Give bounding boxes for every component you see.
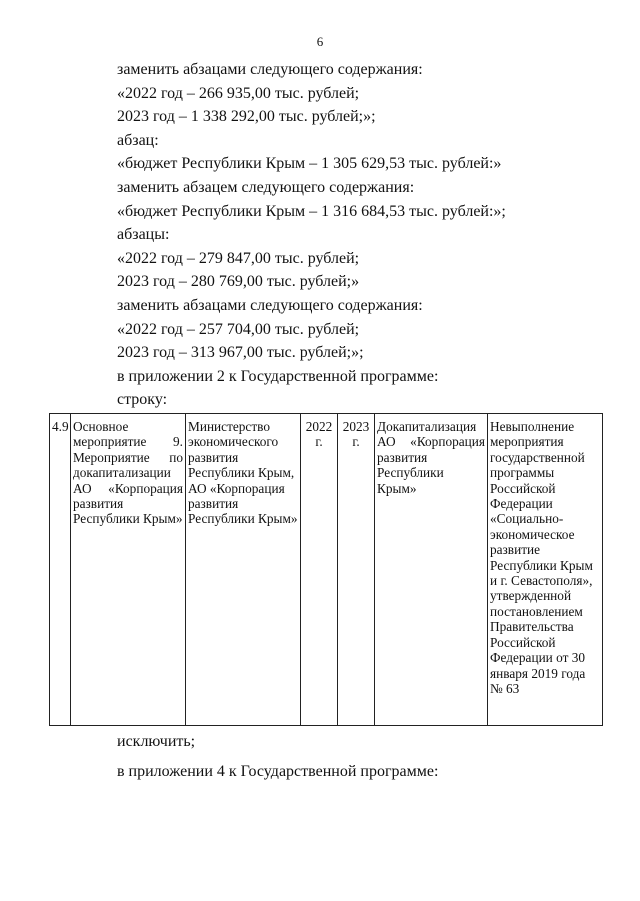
paragraph: абзац: <box>117 131 159 149</box>
paragraph: «2022 год – 257 704,00 тыс. рублей; <box>117 320 360 338</box>
paragraph: заменить абзацами следующего содержания: <box>117 296 423 314</box>
cell-consequences: Невыполнение мероприятия государственной программы Российской Федерации «Социально-экономическое развитие Республики Крым и г. Севастополя», утвержденной постановлением Правительства Российской Федерации от 30 января 2019 года № 63 <box>488 414 603 726</box>
paragraph: 2023 год – 280 769,00 тыс. рублей;» <box>117 273 360 291</box>
cell-start-year: 2022 г. <box>301 414 338 726</box>
paragraph: в приложении 4 к Государственной программе: <box>117 762 439 780</box>
paragraph: строку: <box>117 391 168 409</box>
cell-end-year: 2023 г. <box>338 414 375 726</box>
paragraph: 2023 год – 1 338 292,00 тыс. рублей;»; <box>117 108 376 126</box>
paragraph: 2023 год – 313 967,00 тыс. рублей;»; <box>117 344 364 362</box>
paragraph: заменить абзацем следующего содержания: <box>117 178 415 196</box>
paragraph: «бюджет Республики Крым – 1 305 629,53 тыс. рублей:» <box>117 155 502 173</box>
program-table <box>49 413 602 726</box>
paragraph: «2022 год – 266 935,00 тыс. рублей; <box>117 84 360 102</box>
paragraph: «бюджет Республики Крым – 1 316 684,53 тыс. рублей:»; <box>117 202 506 220</box>
cell-event: Основное мероприятие 9. Мероприятие по докапитализации АО «Корпорация развития Республики Крым» <box>71 414 186 726</box>
paragraph: «2022 год – 279 847,00 тыс. рублей; <box>117 249 360 267</box>
after-text <box>117 730 597 783</box>
page-number: 6 <box>316 34 324 49</box>
cell-result: Докапитализация АО «Корпорация развития Республики Крым» <box>375 414 488 726</box>
table <box>49 413 603 726</box>
cell-executors: Министерство экономического развития Республики Крым, АО «Корпорация развития Республики Крым» <box>186 414 301 726</box>
paragraph: абзацы: <box>117 226 170 244</box>
body-text <box>117 58 597 412</box>
table-row <box>50 414 603 726</box>
paragraph: исключить; <box>117 733 196 750</box>
paragraph: заменить абзацами следующего содержания: <box>117 61 423 78</box>
paragraph: в приложении 2 к Государственной программе: <box>117 367 439 385</box>
cell-number: 4.9 <box>50 414 71 726</box>
